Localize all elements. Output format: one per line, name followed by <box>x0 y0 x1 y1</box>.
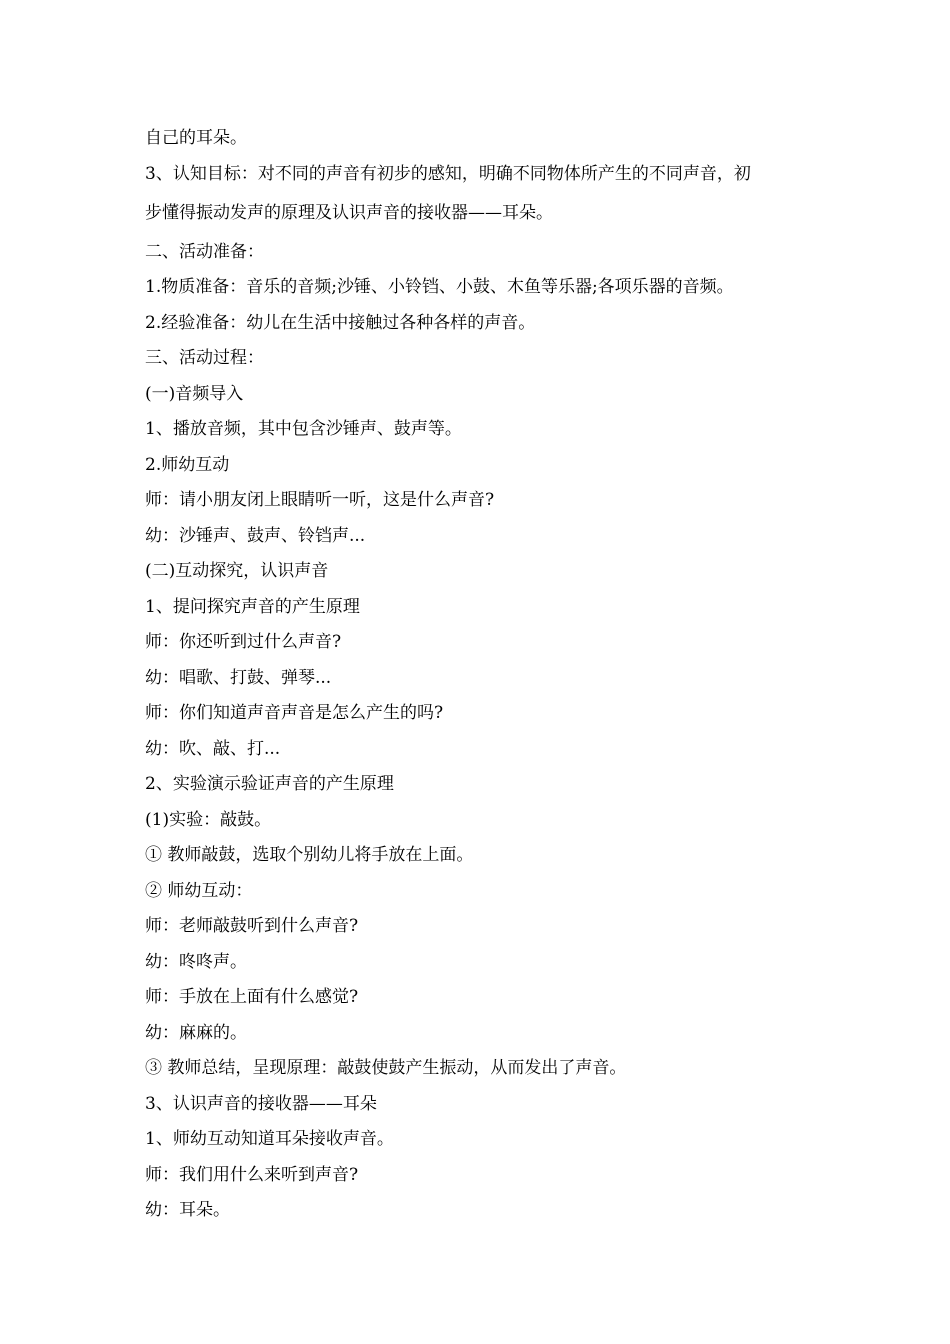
dialogue-line: 幼：唱歌、打鼓、弹琴... <box>145 667 332 688</box>
text-line: 3、认知目标：对不同的声音有初步的感知，明确不同物体所产生的不同声音，初 <box>145 163 751 184</box>
text-line: 1.物质准备：音乐的音频;沙锤、小铃铛、小鼓、木鱼等乐器;各项乐器的音频。 <box>145 277 734 297</box>
dialogue-line: 幼：咚咚声。 <box>145 951 247 972</box>
document-body <box>145 121 815 1229</box>
subsection-heading: (二)互动探究，认识声音 <box>145 561 329 581</box>
text-line: 1、提问探究声音的产生原理 <box>145 596 360 617</box>
text-line: 2、实验演示验证声音的产生原理 <box>145 774 394 794</box>
text-line: 3、认识声音的接收器——耳朵 <box>145 1093 377 1114</box>
text-line: 2.师幼互动 <box>145 454 230 475</box>
dialogue-line: 幼：耳朵。 <box>145 1200 230 1220</box>
dialogue-line: 幼：吹、敲、打... <box>145 738 281 759</box>
text-line: 2.经验准备：幼儿在生活中接触过各种各样的声音。 <box>145 312 536 333</box>
dialogue-line: 幼：沙锤声、鼓声、铃铛声... <box>145 525 366 546</box>
text-line: 1、播放音频，其中包含沙锤声、鼓声等。 <box>145 419 462 439</box>
dialogue-line: 师：请小朋友闭上眼睛听一听，这是什么声音? <box>145 490 495 510</box>
dialogue-line: 师：手放在上面有什么感觉? <box>145 987 359 1007</box>
dialogue-line: 师：你还听到过什么声音? <box>145 632 342 652</box>
section-heading: 二、活动准备： <box>145 241 264 262</box>
dialogue-line: 师：我们用什么来听到声音? <box>145 1164 359 1185</box>
text-line: 步懂得振动发声的原理及认识声音的接收器——耳朵。 <box>145 202 553 223</box>
dialogue-line: 师：老师敲鼓听到什么声音? <box>145 916 359 936</box>
text-line: 自己的耳朵。 <box>145 128 247 148</box>
text-line: ① 教师敲鼓，选取个别幼儿将手放在上面。 <box>145 845 474 865</box>
text-line: 1、师幼互动知道耳朵接收声音。 <box>145 1129 394 1149</box>
dialogue-line: 幼：麻麻的。 <box>145 1022 247 1043</box>
section-heading: 三、活动过程： <box>145 348 264 368</box>
text-line: ② 师幼互动： <box>145 880 253 901</box>
dialogue-line: 师：你们知道声音声音是怎么产生的吗? <box>145 703 444 723</box>
subsection-heading: (一)音频导入 <box>145 383 244 404</box>
text-line: (1)实验：敲鼓。 <box>145 809 272 830</box>
text-line: ③ 教师总结，呈现原理：敲鼓使鼓产生振动，从而发出了声音。 <box>145 1058 627 1078</box>
